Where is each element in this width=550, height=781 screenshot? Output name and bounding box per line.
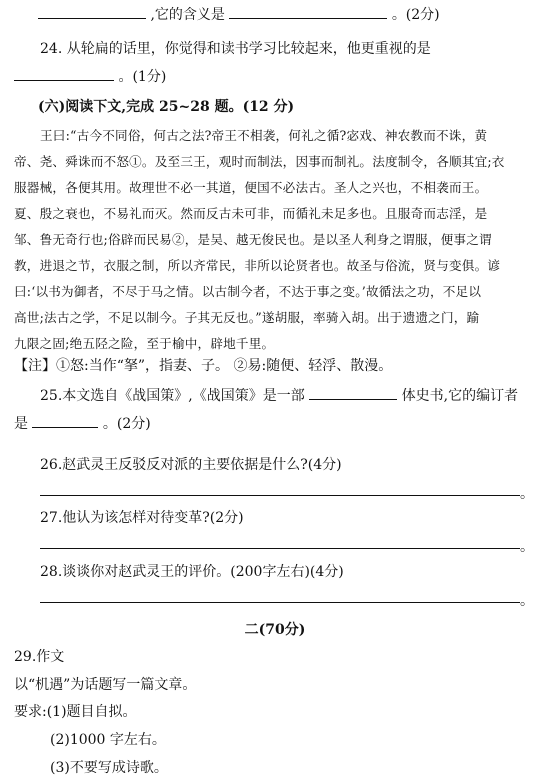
q24-text: 24. 从轮扁的话里，你觉得和读书学习比较起来，他更重视的是: [40, 41, 431, 57]
passage-line: 王曰:“古今不同俗，何古之法?帝王不相袭，何礼之循?宓戏、神农教而不诛，黄: [40, 128, 488, 143]
passage-line: 九限之固;绝五陉之险，至于榆中，辟地千里。: [14, 336, 275, 351]
q28-answer-line[interactable]: [40, 602, 520, 603]
essay-prompt: 以“机遇”为话题写一篇文章。: [14, 677, 197, 693]
essay-requirement-1: 要求:(1)题目自拟。: [14, 704, 137, 720]
q27-answer-line[interactable]: [40, 548, 520, 549]
passage-line: 邹、鲁无奇行也;俗辟而民易②，是吴、越无俊民也。是以圣人利身之谓服，便事之谓: [14, 232, 492, 247]
passage-line: 帝、尧、舜诛而不怒①。及至三王，观时而制法，因事而制礼。法度制令，各顺其宜;衣: [14, 154, 505, 169]
answer-blank[interactable]: [38, 4, 146, 19]
essay-requirement-2: (2)1000 字左右。: [50, 732, 166, 748]
passage-line: 曰:‘以书为御者，不尽于马之情。以古制今者，不达于事之变。’故循法之功，不足以: [14, 284, 482, 299]
period-mark: 。: [520, 539, 534, 555]
answer-blank[interactable]: [229, 4, 387, 19]
q23-meaning-label: ,它的含义是: [150, 7, 225, 23]
q28-text: 28.谈谈你对赵武灵王的评价。(200字左右)(4分): [40, 564, 344, 580]
passage-line: 教，进退之节，衣服之制，所以齐常民，非所以论贤者也。故圣与俗流，贤与变俱。谚: [14, 258, 501, 273]
q25-score: 。(2分): [102, 416, 151, 432]
q25-line1: [40, 385, 518, 405]
passage-line: 高世;法古之学，不足以制今。子其无反也。”遂胡服，率骑入胡。出于遗遗之门，踰: [14, 310, 480, 325]
answer-blank[interactable]: [14, 66, 114, 81]
passage-line: 夏、殷之衰也，不易礼而灭。然而反古未可非，而循礼未足多也。且服奇而志淫，是: [14, 206, 488, 221]
answer-blank[interactable]: [32, 413, 98, 428]
q24-score: 。(1分): [118, 69, 167, 85]
q25-text-2: 体史书,它的编订者: [401, 388, 519, 404]
essay-requirement-3: (3)不要写成诗歌。: [50, 760, 168, 776]
q27-text: 27.他认为该怎样对待变革?(2分): [40, 510, 244, 526]
q26-answer-line[interactable]: [40, 495, 520, 496]
q23-tail-line: [38, 4, 440, 24]
q25-text-3: 是: [14, 416, 28, 432]
answer-blank[interactable]: [309, 385, 397, 400]
part2-heading: 二(70分): [244, 622, 306, 638]
period-mark: 。: [520, 593, 534, 609]
q25-text-1: 25.本文选自《战国策》,《战国策》是一部: [40, 388, 305, 404]
q25-line2: [14, 413, 151, 433]
q24-answer-line: [14, 66, 166, 86]
passage-note: 【注】①怒:当作“拏”，指妻、子。 ②易:随便、轻浮、散漫。: [14, 358, 393, 374]
q26-text: 26.赵武灵王反驳反对派的主要依据是什么?(4分): [40, 457, 342, 473]
period-mark: 。: [520, 486, 534, 502]
passage-line: 服器械，各便其用。故理世不必一其道，便国不必法古。圣人之兴也，不相袭而王。: [14, 180, 488, 195]
section6-heading: (六)阅读下文,完成 25~28 题。(12 分): [38, 99, 295, 115]
q29-heading: 29.作文: [14, 649, 65, 665]
q23-score: 。(2分): [391, 7, 440, 23]
